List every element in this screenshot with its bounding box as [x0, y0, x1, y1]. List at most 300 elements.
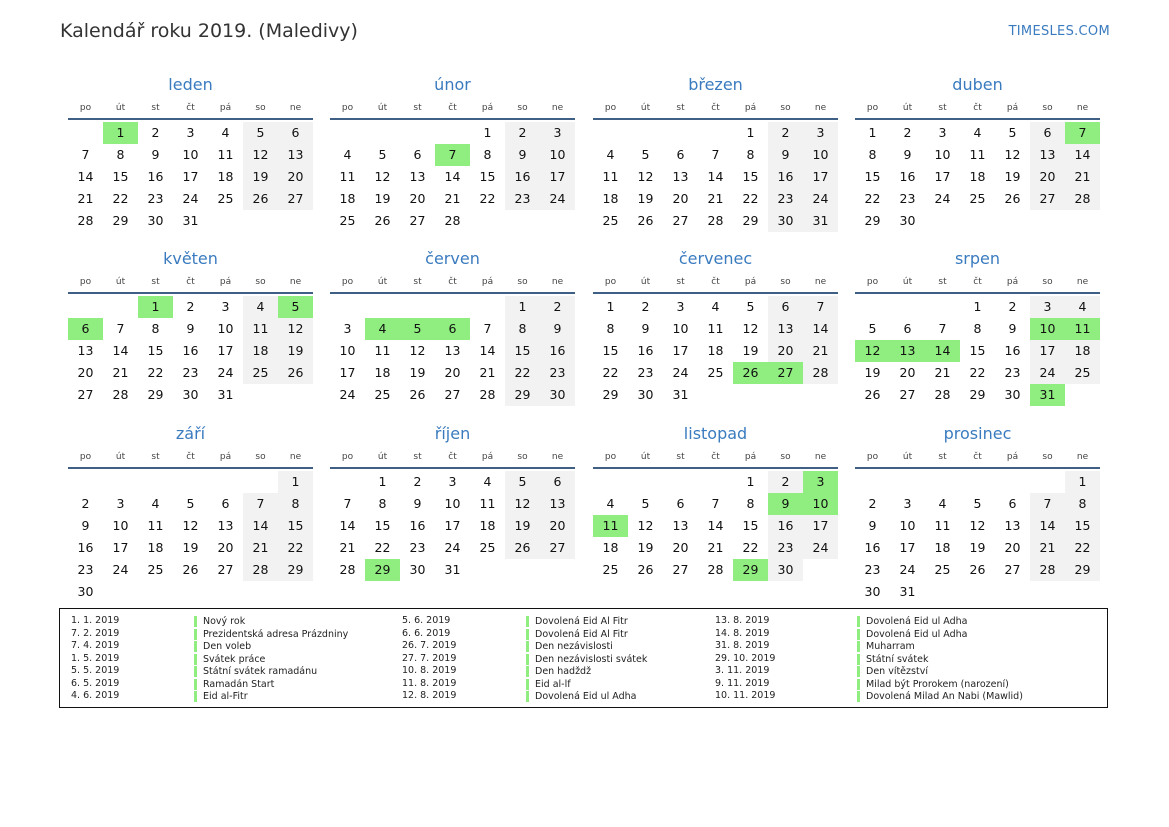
day-cell: 12	[637, 169, 654, 184]
day-cell: 12	[182, 518, 199, 533]
day-cell: 21	[1030, 537, 1065, 559]
day-cell: 8	[151, 321, 160, 336]
day-cell: 6	[676, 496, 685, 511]
month-name: prosinec	[943, 424, 1012, 443]
empty-cell	[855, 471, 890, 493]
weekday-label: ne	[814, 277, 827, 287]
day-cell: 22	[278, 537, 313, 559]
brand-link[interactable]: TIMESLES.COM	[1008, 24, 1110, 39]
holiday-day-cell: 10	[1030, 318, 1065, 340]
day-cell: 31	[672, 387, 689, 402]
empty-cell	[243, 471, 278, 493]
legend-holiday-name: Prezidentská adresa Prázdniny	[194, 629, 348, 640]
day-cell: 30	[864, 584, 881, 599]
day-cell: 13	[768, 318, 803, 340]
day-cell: 29	[505, 384, 540, 406]
day-grid	[330, 122, 575, 232]
day-cell: 9	[151, 147, 160, 162]
day-cell: 17	[803, 166, 838, 188]
weekday-label: út	[115, 277, 126, 287]
day-cell: 2	[540, 296, 575, 318]
day-grid	[855, 296, 1100, 406]
legend-holiday-name: Dovolená Eid Al Fitr	[526, 629, 628, 640]
weekday-header	[330, 274, 575, 294]
day-cell: 11	[479, 496, 496, 511]
day-cell: 12	[243, 144, 278, 166]
day-cell: 3	[676, 299, 685, 314]
weekday-label: po	[341, 103, 354, 113]
day-cell: 21	[339, 540, 356, 555]
holiday-day-cell: 1	[138, 296, 173, 318]
weekday-label: čt	[973, 277, 982, 287]
weekday-label: ne	[1076, 103, 1089, 113]
weekday-label: po	[866, 103, 879, 113]
weekday-label: čt	[711, 103, 720, 113]
day-cell: 20	[77, 365, 94, 380]
weekday-label: út	[640, 452, 651, 462]
weekday-label: út	[115, 452, 126, 462]
weekday-label: so	[255, 103, 266, 113]
day-cell: 12	[742, 321, 759, 336]
legend-row	[402, 678, 702, 691]
weekday-label: so	[255, 277, 266, 287]
empty-cell	[925, 296, 960, 318]
day-cell: 31	[217, 387, 234, 402]
day-cell: 29	[864, 213, 881, 228]
day-cell: 13	[1030, 144, 1065, 166]
legend-holiday-name: Den hadždž	[526, 666, 591, 677]
holiday-day-cell: 9	[768, 493, 803, 515]
day-cell: 5	[378, 147, 387, 162]
day-cell: 9	[81, 518, 90, 533]
legend-row	[715, 690, 1023, 703]
legend-date: 7. 4. 2019	[71, 640, 120, 651]
day-cell: 2	[768, 122, 803, 144]
day-cell: 9	[868, 518, 877, 533]
day-cell: 4	[938, 496, 947, 511]
empty-cell	[435, 296, 470, 318]
weekday-label: st	[676, 277, 685, 287]
day-cell: 9	[413, 496, 422, 511]
day-cell: 28	[934, 387, 951, 402]
empty-cell	[173, 471, 208, 493]
weekday-label: út	[115, 103, 126, 113]
day-cell: 5	[641, 147, 650, 162]
day-cell: 26	[505, 537, 540, 559]
holiday-day-cell: 3	[803, 471, 838, 493]
day-cell: 6	[221, 496, 230, 511]
empty-cell	[103, 296, 138, 318]
legend-row	[71, 653, 371, 666]
day-cell: 20	[278, 166, 313, 188]
day-cell: 6	[903, 321, 912, 336]
day-cell: 2	[1008, 299, 1017, 314]
weekday-label: ne	[551, 103, 564, 113]
weekday-label: st	[151, 277, 160, 287]
weekday-label: pá	[744, 103, 757, 113]
weekday-label: ne	[551, 452, 564, 462]
day-cell: 18	[707, 343, 724, 358]
legend-holiday-name: Ramadán Start	[194, 679, 274, 690]
day-cell: 2	[903, 125, 912, 140]
day-cell: 3	[938, 125, 947, 140]
day-cell: 21	[707, 540, 724, 555]
legend-holiday-name: Dovolená Eid ul Adha	[526, 691, 637, 702]
day-cell: 24	[672, 365, 689, 380]
empty-cell	[663, 471, 698, 493]
day-cell: 20	[1004, 540, 1021, 555]
day-cell: 28	[707, 213, 724, 228]
weekday-label: út	[377, 277, 388, 287]
day-cell: 26	[374, 213, 391, 228]
legend-date: 12. 8. 2019	[402, 690, 457, 701]
empty-cell	[593, 122, 628, 144]
weekday-label: so	[1042, 277, 1053, 287]
day-cell: 31	[444, 562, 461, 577]
day-cell: 8	[973, 321, 982, 336]
day-grid	[855, 122, 1100, 232]
day-cell: 27	[672, 562, 689, 577]
empty-cell	[330, 122, 365, 144]
day-cell: 11	[969, 147, 986, 162]
day-cell: 29	[112, 213, 129, 228]
day-cell: 18	[374, 365, 391, 380]
day-cell: 19	[969, 540, 986, 555]
day-cell: 20	[444, 365, 461, 380]
day-cell: 16	[864, 540, 881, 555]
day-cell: 21	[934, 365, 951, 380]
empty-cell	[698, 471, 733, 493]
day-cell: 29	[602, 387, 619, 402]
weekday-label: st	[676, 452, 685, 462]
empty-cell	[138, 471, 173, 493]
empty-cell	[400, 296, 435, 318]
day-cell: 7	[116, 321, 125, 336]
day-cell: 11	[602, 169, 619, 184]
month-name: duben	[952, 75, 1003, 94]
day-grid	[593, 122, 838, 232]
legend-holiday-name: Den vítězství	[857, 666, 928, 677]
weekday-label: so	[517, 277, 528, 287]
day-cell: 24	[1030, 362, 1065, 384]
legend-date: 10. 8. 2019	[402, 665, 457, 676]
day-cell: 21	[1065, 166, 1100, 188]
legend-row	[715, 628, 1015, 641]
day-cell: 15	[602, 343, 619, 358]
day-cell: 19	[243, 166, 278, 188]
weekday-header	[593, 100, 838, 120]
day-cell: 6	[1008, 496, 1017, 511]
day-cell: 18	[339, 191, 356, 206]
day-cell: 3	[540, 122, 575, 144]
legend-row	[71, 615, 371, 628]
day-cell: 20	[672, 540, 689, 555]
day-cell: 3	[903, 496, 912, 511]
day-cell: 11	[243, 318, 278, 340]
legend-holiday-name: Eid al-lf	[526, 679, 571, 690]
day-cell: 26	[278, 362, 313, 384]
weekday-label: čt	[973, 103, 982, 113]
day-cell: 26	[243, 188, 278, 210]
holiday-day-cell: 10	[803, 493, 838, 515]
day-cell: 21	[444, 191, 461, 206]
day-cell: 26	[182, 562, 199, 577]
day-cell: 3	[1030, 296, 1065, 318]
legend-row	[71, 640, 371, 653]
day-grid	[68, 296, 313, 406]
weekday-label: čt	[448, 277, 457, 287]
day-cell: 15	[1065, 515, 1100, 537]
day-cell: 30	[182, 387, 199, 402]
day-cell: 15	[969, 343, 986, 358]
legend-date: 14. 8. 2019	[715, 627, 770, 639]
weekday-label: čt	[711, 277, 720, 287]
day-cell: 15	[864, 169, 881, 184]
weekday-header	[68, 274, 313, 294]
day-cell: 25	[1065, 362, 1100, 384]
weekday-label: po	[866, 277, 879, 287]
day-cell: 17	[899, 540, 916, 555]
day-cell: 25	[602, 562, 619, 577]
day-cell: 4	[483, 474, 492, 489]
day-cell: 12	[374, 169, 391, 184]
day-cell: 16	[409, 518, 426, 533]
day-cell: 31	[899, 584, 916, 599]
day-cell: 29	[1065, 559, 1100, 581]
day-cell: 14	[243, 515, 278, 537]
day-cell: 27	[1030, 188, 1065, 210]
month-name: září	[175, 424, 206, 443]
day-cell: 17	[217, 343, 234, 358]
empty-cell	[68, 122, 103, 144]
month-červen	[330, 244, 575, 406]
weekday-header	[593, 449, 838, 469]
empty-cell	[855, 296, 890, 318]
day-cell: 4	[221, 125, 230, 140]
weekday-label: po	[604, 277, 617, 287]
empty-cell	[663, 122, 698, 144]
day-cell: 23	[637, 365, 654, 380]
empty-cell	[365, 122, 400, 144]
day-cell: 10	[339, 343, 356, 358]
weekday-label: pá	[1006, 452, 1019, 462]
day-cell: 3	[186, 125, 195, 140]
day-cell: 14	[1030, 515, 1065, 537]
day-cell: 29	[278, 559, 313, 581]
day-cell: 9	[768, 144, 803, 166]
weekday-header	[855, 100, 1100, 120]
month-name: červenec	[678, 249, 753, 268]
day-cell: 17	[672, 343, 689, 358]
day-cell: 11	[934, 518, 951, 533]
holiday-day-cell: 4	[365, 318, 400, 340]
day-cell: 30	[899, 213, 916, 228]
day-cell: 18	[934, 540, 951, 555]
day-cell: 4	[606, 496, 615, 511]
day-cell: 26	[969, 562, 986, 577]
weekday-label: st	[413, 452, 422, 462]
day-cell: 7	[803, 296, 838, 318]
day-cell: 18	[243, 340, 278, 362]
day-cell: 23	[540, 362, 575, 384]
day-cell: 24	[112, 562, 129, 577]
day-cell: 14	[77, 169, 94, 184]
empty-cell	[890, 471, 925, 493]
weekday-label: st	[676, 103, 685, 113]
day-cell: 14	[444, 169, 461, 184]
day-cell: 9	[641, 321, 650, 336]
weekday-label: po	[79, 277, 92, 287]
legend-holiday-name: Den nezávislosti	[526, 641, 613, 652]
day-cell: 28	[707, 562, 724, 577]
weekday-label: po	[866, 452, 879, 462]
day-cell: 16	[540, 340, 575, 362]
legend-date: 6. 6. 2019	[402, 627, 451, 639]
day-cell: 8	[1065, 493, 1100, 515]
holiday-day-cell: 29	[733, 559, 768, 581]
day-cell: 19	[505, 515, 540, 537]
day-cell: 28	[479, 387, 496, 402]
legend-date: 9. 11. 2019	[715, 677, 770, 689]
day-cell: 15	[742, 169, 759, 184]
legend-holiday-name: Dovolená Eid Al Fitr	[526, 616, 628, 627]
legend-date: 31. 8. 2019	[715, 640, 770, 651]
day-cell: 16	[637, 343, 654, 358]
day-cell: 13	[409, 169, 426, 184]
day-cell: 23	[768, 537, 803, 559]
legend-row	[71, 690, 371, 703]
day-cell: 10	[182, 147, 199, 162]
day-cell: 5	[973, 496, 982, 511]
weekday-label: pá	[481, 452, 494, 462]
day-cell: 22	[479, 191, 496, 206]
empty-cell	[628, 122, 663, 144]
day-cell: 28	[112, 387, 129, 402]
legend-row	[71, 678, 371, 691]
day-cell: 10	[444, 496, 461, 511]
day-cell: 22	[505, 362, 540, 384]
month-name: červen	[425, 249, 480, 268]
day-cell: 25	[147, 562, 164, 577]
day-cell: 23	[505, 188, 540, 210]
weekday-label: st	[938, 103, 947, 113]
day-cell: 26	[864, 387, 881, 402]
weekday-label: po	[79, 103, 92, 113]
weekday-label: so	[517, 452, 528, 462]
day-cell: 3	[448, 474, 457, 489]
legend-date: 5. 6. 2019	[402, 615, 451, 626]
day-cell: 6	[768, 296, 803, 318]
month-name: květen	[163, 249, 218, 268]
holiday-day-cell: 12	[855, 340, 890, 362]
holiday-day-cell: 7	[435, 144, 470, 166]
day-cell: 28	[243, 559, 278, 581]
day-cell: 28	[803, 362, 838, 384]
weekday-label: po	[604, 103, 617, 113]
legend-column	[71, 615, 371, 703]
legend-date: 3. 11. 2019	[715, 665, 770, 676]
day-cell: 1	[868, 125, 877, 140]
day-cell: 17	[803, 515, 838, 537]
day-cell: 21	[77, 191, 94, 206]
day-cell: 1	[278, 471, 313, 493]
weekday-label: so	[780, 277, 791, 287]
day-cell: 5	[243, 122, 278, 144]
day-cell: 23	[899, 191, 916, 206]
weekday-label: po	[341, 452, 354, 462]
day-cell: 16	[505, 166, 540, 188]
day-cell: 2	[81, 496, 90, 511]
day-cell: 15	[112, 169, 129, 184]
day-cell: 20	[217, 540, 234, 555]
day-cell: 18	[602, 540, 619, 555]
legend-date: 5. 5. 2019	[71, 665, 120, 676]
day-cell: 8	[116, 147, 125, 162]
day-cell: 8	[278, 493, 313, 515]
day-cell: 4	[973, 125, 982, 140]
day-cell: 2	[868, 496, 877, 511]
legend-date: 6. 5. 2019	[71, 677, 120, 689]
day-cell: 10	[112, 518, 129, 533]
day-cell: 23	[409, 540, 426, 555]
day-cell: 1	[746, 474, 755, 489]
day-cell: 18	[602, 191, 619, 206]
day-cell: 20	[1030, 166, 1065, 188]
day-cell: 2	[413, 474, 422, 489]
day-cell: 12	[1004, 147, 1021, 162]
month-srpen	[855, 244, 1100, 406]
day-cell: 21	[243, 537, 278, 559]
weekday-header	[330, 100, 575, 120]
day-cell: 12	[637, 518, 654, 533]
holiday-day-cell: 31	[1030, 384, 1065, 406]
day-cell: 15	[742, 518, 759, 533]
weekday-label: st	[413, 277, 422, 287]
day-cell: 20	[768, 340, 803, 362]
day-cell: 16	[77, 540, 94, 555]
day-cell: 5	[641, 496, 650, 511]
weekday-label: st	[938, 277, 947, 287]
legend-holiday-name: Nový rok	[194, 616, 245, 627]
month-březen	[593, 70, 838, 232]
day-cell: 17	[540, 166, 575, 188]
day-grid	[330, 296, 575, 406]
day-cell: 8	[746, 147, 755, 162]
day-cell: 21	[707, 191, 724, 206]
weekday-label: pá	[1006, 277, 1019, 287]
day-cell: 7	[343, 496, 352, 511]
day-cell: 1	[483, 125, 492, 140]
day-cell: 29	[742, 213, 759, 228]
legend-row	[715, 678, 1015, 691]
day-cell: 16	[147, 169, 164, 184]
day-cell: 12	[505, 493, 540, 515]
day-cell: 2	[768, 471, 803, 493]
weekday-label: st	[151, 452, 160, 462]
day-cell: 28	[1065, 188, 1100, 210]
legend-holiday-name: Muharram	[857, 641, 915, 652]
day-cell: 7	[81, 147, 90, 162]
day-cell: 6	[1030, 122, 1065, 144]
holiday-day-cell: 5	[400, 318, 435, 340]
day-cell: 30	[1004, 387, 1021, 402]
day-cell: 24	[899, 562, 916, 577]
empty-cell	[890, 296, 925, 318]
legend-holiday-name: Státní svátek	[857, 654, 928, 665]
day-cell: 13	[1004, 518, 1021, 533]
day-cell: 26	[637, 562, 654, 577]
day-cell: 14	[707, 169, 724, 184]
